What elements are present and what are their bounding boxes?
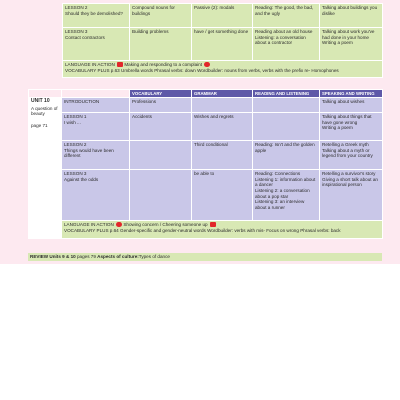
- table-row: [63, 4, 383, 28]
- speaking-cell: [320, 98, 383, 113]
- table-row: [29, 98, 383, 113]
- lesson-label: LESSON 2: [65, 5, 88, 10]
- vocabulary-cell: Accidents: [130, 113, 192, 141]
- vocabulary-cell: Building problems: [130, 28, 192, 61]
- speaking-cell: [320, 28, 383, 61]
- grammar-cell: [192, 98, 253, 113]
- table-row: [63, 28, 383, 61]
- cell-line: Talking about a myth or legend from your country: [322, 147, 373, 159]
- cell-line: Giving a short talk about an inspirational person: [322, 176, 378, 188]
- review-topic-label: Aspects of culture:: [97, 254, 139, 259]
- cell-line: Listening: a conversation about a contractor: [255, 34, 306, 46]
- cell-line: Reading: The good, the bad, and the ugly: [255, 5, 314, 16]
- cell-line: Listening 3: an interview about a runner: [255, 199, 305, 210]
- video-icon: [117, 62, 123, 67]
- cell-line: Listening 2: a conversation about a pop star: [255, 187, 310, 199]
- reading-cell: [253, 4, 320, 28]
- reading-cell: [253, 141, 320, 170]
- vocabulary-cell: [130, 170, 192, 221]
- header-reading: READING AND LISTENING: [253, 90, 320, 98]
- grammar-cell: Third conditional: [192, 141, 253, 170]
- lesson-cell: [63, 28, 130, 61]
- cell-line: Retelling a Greek myth: [322, 142, 369, 148]
- grammar-cell: Wishes and regrets: [192, 113, 253, 141]
- table-row: [29, 170, 383, 221]
- grammar-cell: be able to: [192, 170, 253, 221]
- lesson-label: LESSON 3: [64, 171, 87, 177]
- cell-line: Reading: Connections: [255, 171, 301, 177]
- vocabulary-cell: Compound nouns for buildings: [130, 4, 192, 28]
- unit-9-table: [62, 3, 383, 78]
- language-in-action-text: Making and responding to a complaint: [124, 62, 202, 67]
- lesson-subtitle: Should they be demolished?: [65, 10, 123, 16]
- table-row: [29, 113, 383, 141]
- lesson-cell: [62, 170, 130, 221]
- reading-cell: [253, 170, 320, 221]
- table-row: [29, 141, 383, 170]
- language-in-action-cell: [63, 61, 383, 78]
- cell-line: Talking about things that have gone wrong: [322, 114, 372, 125]
- cell-line: Talking about work you've had done in your home: [322, 29, 375, 40]
- header-spacer: [62, 90, 130, 98]
- lesson-cell: [62, 141, 130, 170]
- reading-cell: [253, 113, 320, 141]
- vocabulary-plus-label: VOCABULARY PLUS p.63: [65, 67, 120, 73]
- speaking-cell: [320, 141, 383, 170]
- unit-number: UNIT 10: [31, 98, 50, 105]
- review-pages: pages 79: [76, 254, 96, 259]
- lesson-subtitle: Things would have been different: [64, 147, 114, 159]
- cell-line: Writing a poem: [322, 125, 353, 131]
- grammar-cell: Passive (2): modals: [192, 4, 253, 28]
- lesson-subtitle: Contact contractors: [65, 34, 105, 40]
- language-in-action-label: LANGUAGE IN ACTION: [64, 222, 114, 228]
- lesson-label: LESSON 3: [65, 29, 88, 34]
- unit-title: A question of beauty: [31, 105, 58, 117]
- language-in-action-cell: [62, 221, 383, 239]
- lesson-cell: [63, 4, 130, 28]
- review-units: Units 9 & 10: [49, 254, 76, 259]
- lesson-label: INTRODUCTION: [64, 99, 100, 105]
- unit-label-cell: [29, 98, 62, 239]
- vocabulary-cell: [130, 141, 192, 170]
- unit-10-table: [28, 89, 383, 239]
- cell-line: Listening 1: information about a dancer: [255, 176, 316, 188]
- cell-line: Writing a poem: [322, 40, 353, 46]
- speaking-cell: [320, 170, 383, 221]
- reading-cell: [253, 98, 320, 113]
- speaking-cell: [320, 113, 383, 141]
- language-in-action-row: [29, 221, 383, 239]
- header-vocabulary: VOCABULARY: [130, 90, 192, 98]
- video-icon: [210, 222, 216, 227]
- lesson-cell: [62, 98, 130, 113]
- language-in-action-label: LANGUAGE IN ACTION: [65, 62, 115, 67]
- review-label: REVIEW: [30, 254, 49, 259]
- audio-icon: [204, 62, 210, 67]
- header-spacer: [29, 90, 62, 98]
- review-strip: [28, 253, 382, 261]
- reading-cell: [253, 28, 320, 61]
- lesson-cell: [62, 113, 130, 141]
- language-in-action-row: [63, 61, 383, 78]
- header-speaking: SPEAKING AND WRITING: [320, 90, 383, 98]
- header-row: [29, 90, 383, 98]
- header-grammar: GRAMMAR: [192, 90, 253, 98]
- vocabulary-plus-label: VOCABULARY PLUS p.64: [64, 227, 119, 233]
- vocabulary-plus-text: Gender-specific and gender-neutral words Wordbuilder: verbs with mis- Focus on wrong Phrasal verbs: back: [120, 227, 341, 233]
- cell-line: Retelling a survivor's story: [322, 171, 376, 177]
- cell-line: Talking about wishes: [322, 99, 365, 105]
- unit-page: page 71: [31, 122, 48, 128]
- vocabulary-cell: Professions: [130, 98, 192, 113]
- lesson-label: LESSON 2: [64, 142, 87, 148]
- cell-line: Reading about an old house: [255, 29, 313, 34]
- cell-line: Reading: Isn't and the golden apple: [255, 142, 315, 153]
- lesson-label: LESSON 1: [64, 114, 87, 120]
- speaking-cell: [320, 4, 383, 28]
- grammar-cell: have / get something done: [192, 28, 253, 61]
- lesson-subtitle: I wish ...: [64, 119, 81, 125]
- vocabulary-plus-text: Umbrella words Phrasal verbs: down Wordbuilder: nouns from verbs, verbs with the prefix re- Homophones: [121, 67, 339, 73]
- language-in-action-text: Showing concern / Cheering someone up: [123, 222, 208, 228]
- lesson-subtitle: Against the odds: [64, 176, 99, 182]
- review-topic: Types of dance: [138, 254, 170, 259]
- audio-icon: [116, 222, 122, 227]
- cell-line: Talking about buildings you dislike: [322, 5, 378, 16]
